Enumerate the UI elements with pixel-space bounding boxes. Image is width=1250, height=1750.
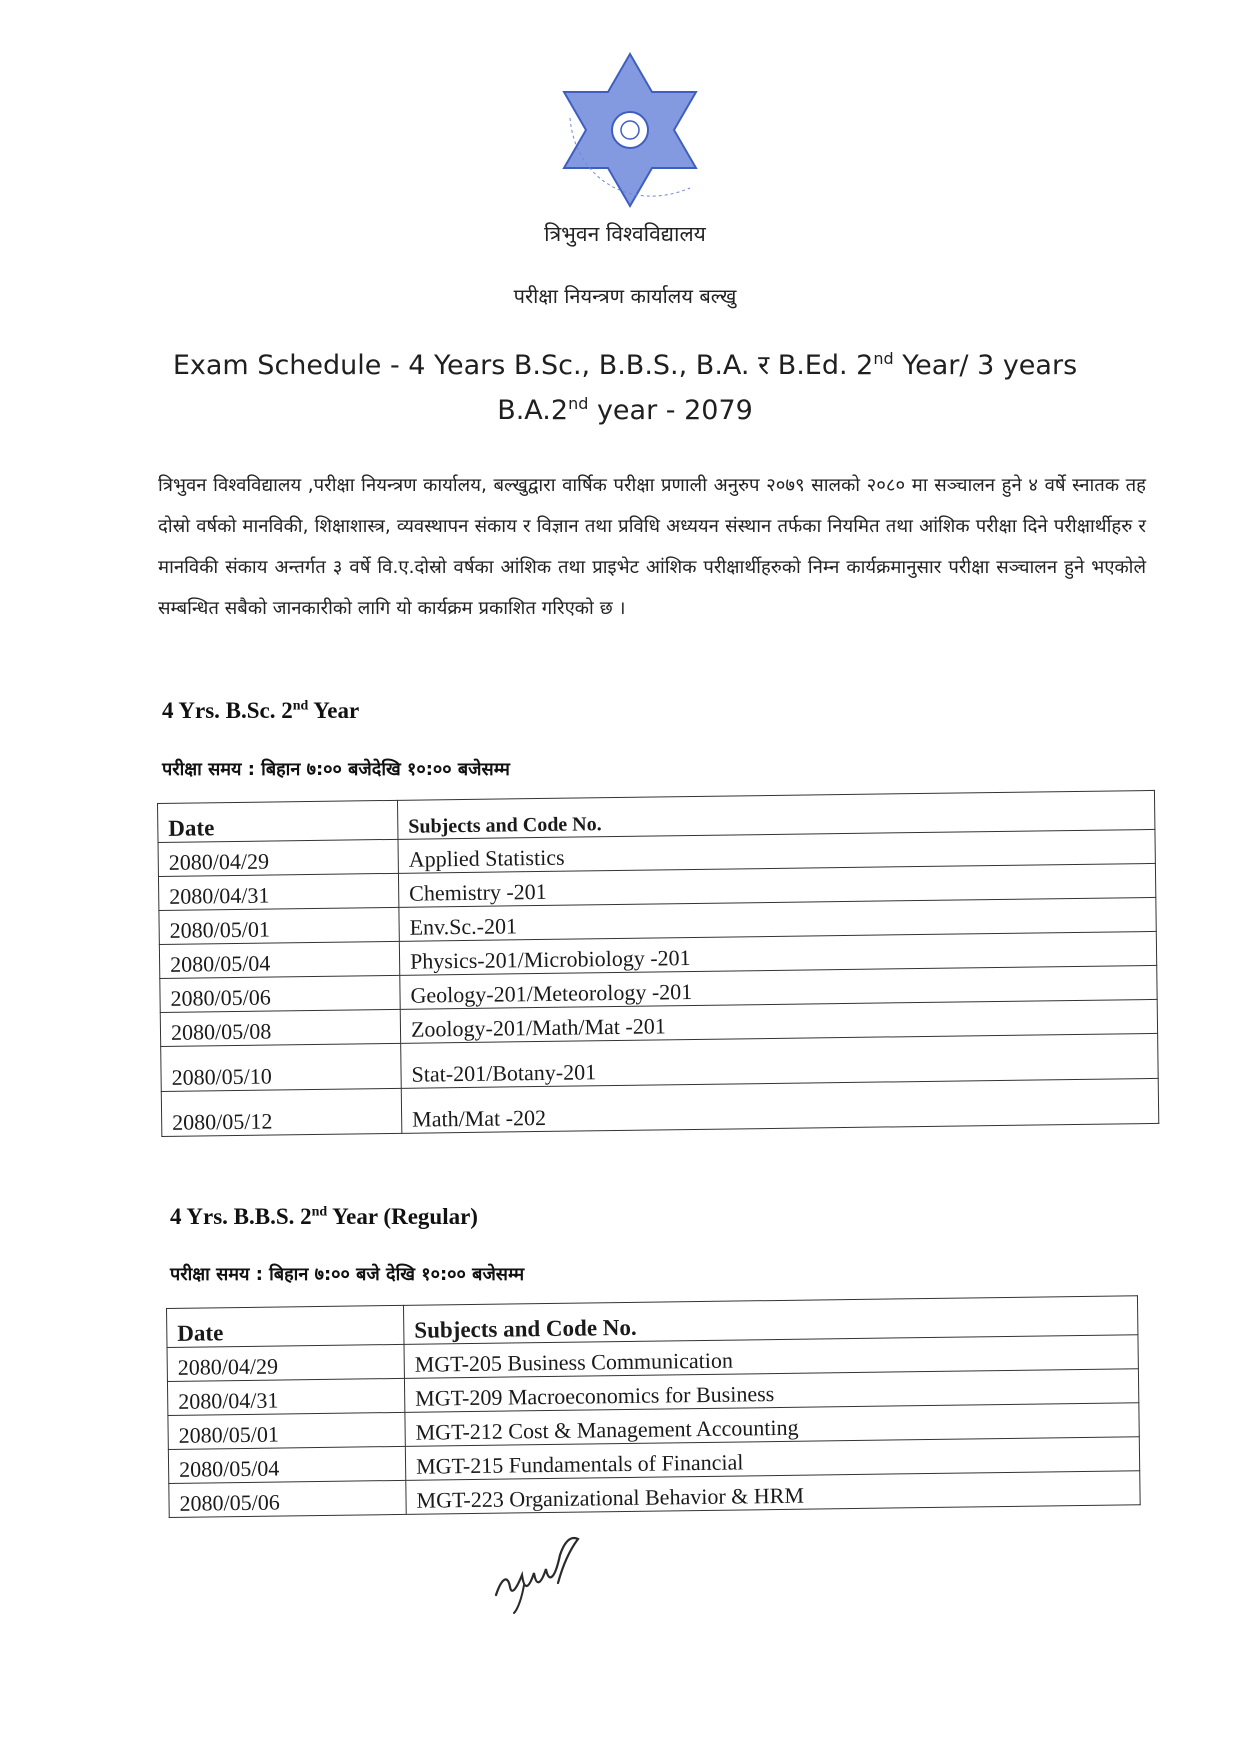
bbs-exam-time: परीक्षा समय : बिहान ७:०० बजे देखि १०:०० बजेसम्म [170,1264,525,1285]
row-date: 2080/05/01 [168,1412,405,1449]
office-name: परीक्षा नियन्त्रण कार्यालय बल्खु [513,284,737,308]
university-seal-logo [540,48,720,228]
row-date: 2080/05/04 [159,941,399,978]
row-date: 2080/05/06 [169,1480,406,1517]
bbs-schedule-table [166,1295,1141,1518]
title-line-2-end: year - 2079 [588,395,753,426]
bbs-heading-end: Year (Regular) [327,1204,478,1229]
page-title [120,340,1130,430]
row-date: 2080/04/31 [158,873,398,910]
row-subject: MGT-205 Business Communication [404,1335,1138,1379]
row-date: 2080/05/10 [161,1043,402,1091]
row-subject: Zoology-201/Math/Mat -201 [400,999,1157,1043]
row-subject: Env.Sc.-201 [399,897,1156,941]
title-line-1 [120,340,1130,385]
title-line-2 [120,385,1130,430]
bsc-heading-text: 4 Yrs. B.Sc. 2 [162,698,293,723]
row-subject: MGT-215 Fundamentals of Financial [405,1437,1139,1481]
column-header-date: Date [158,800,398,842]
row-subject: Applied Statistics [398,829,1155,873]
title-line-1-sup: nd [873,349,894,368]
column-header-date: Date [167,1305,404,1347]
bbs-heading-sup: nd [311,1204,328,1220]
row-date: 2080/05/06 [160,975,400,1012]
bsc-heading-sup: nd [292,698,309,714]
row-date: 2080/05/08 [160,1009,400,1046]
bsc-heading [162,698,359,724]
bsc-schedule-table [157,790,1159,1137]
row-subject: Stat-201/Botany-201 [401,1033,1159,1088]
bbs-heading [170,1204,478,1230]
row-date: 2080/05/12 [161,1088,402,1136]
title-line-2-sup: nd [568,394,589,413]
row-date: 2080/04/31 [167,1378,404,1415]
bsc-exam-time: परीक्षा समय : बिहान ७:०० बजेदेखि १०:०० बजेसम्म [162,759,510,780]
row-date: 2080/04/29 [158,839,398,876]
title-line-2-text: B.A.2 [497,395,569,426]
row-date: 2080/05/01 [159,907,399,944]
bsc-heading-end: Year [308,698,360,723]
row-subject: Math/Mat -202 [401,1078,1159,1133]
row-subject: MGT-212 Cost & Management Accounting [405,1403,1139,1447]
row-subject: Physics-201/Microbiology -201 [399,931,1156,975]
row-subject: Chemistry -201 [398,863,1155,907]
column-header-subject: Subjects and Code No. [403,1296,1137,1345]
title-line-1-end: Year/ 3 years [893,350,1078,381]
row-date: 2080/04/29 [167,1344,404,1381]
column-header-subject: Subjects and Code No. [397,790,1154,839]
row-subject: Geology-201/Meteorology -201 [400,965,1157,1009]
intro-paragraph: त्रिभुवन विश्वविद्यालय ,परीक्षा नियन्त्रण कार्यालय, बल्खुद्वारा वार्षिक परीक्षा प्रणाली अनुरुप २०७९ सालको २०८० मा सञ्चालन हुने ४ वर्षे स्नातक तह दोस्रो वर्षको मानविकी, शिक्षाशास्त्र, व्यवस्थापन संकाय र विज्ञान तथा प्रविधि अध्ययन संस्थान तर्फका नियमित तथा आंशिक परीक्षा दिने परीक्षार्थीहरु र मानविकी संकाय अन्तर्गत ३ वर्षे वि.ए.दोस्रो वर्षका आंशिक तथा प्राइभेट आंशिक परीक्षार्थीहरुको निम्न कार्यक्रमानुसार परीक्षा सञ्चालन हुने भएकोले सम्बन्धित सबैको जानकारीको लागि यो कार्यक्रम प्रकाशित गरिएको छ । [158,474,1146,619]
bbs-heading-text: 4 Yrs. B.B.S. 2 [170,1204,312,1229]
row-subject: MGT-223 Organizational Behavior & HRM [406,1471,1140,1515]
row-date: 2080/05/04 [168,1446,405,1483]
title-line-1-text: Exam Schedule - 4 Years B.Sc., B.B.S., B.A. र B.Ed. 2 [172,350,874,381]
university-name: त्रिभुवन विश्वविद्यालय [544,222,706,246]
signature-mark [488,1525,598,1615]
row-subject: MGT-209 Macroeconomics for Business [404,1369,1138,1413]
